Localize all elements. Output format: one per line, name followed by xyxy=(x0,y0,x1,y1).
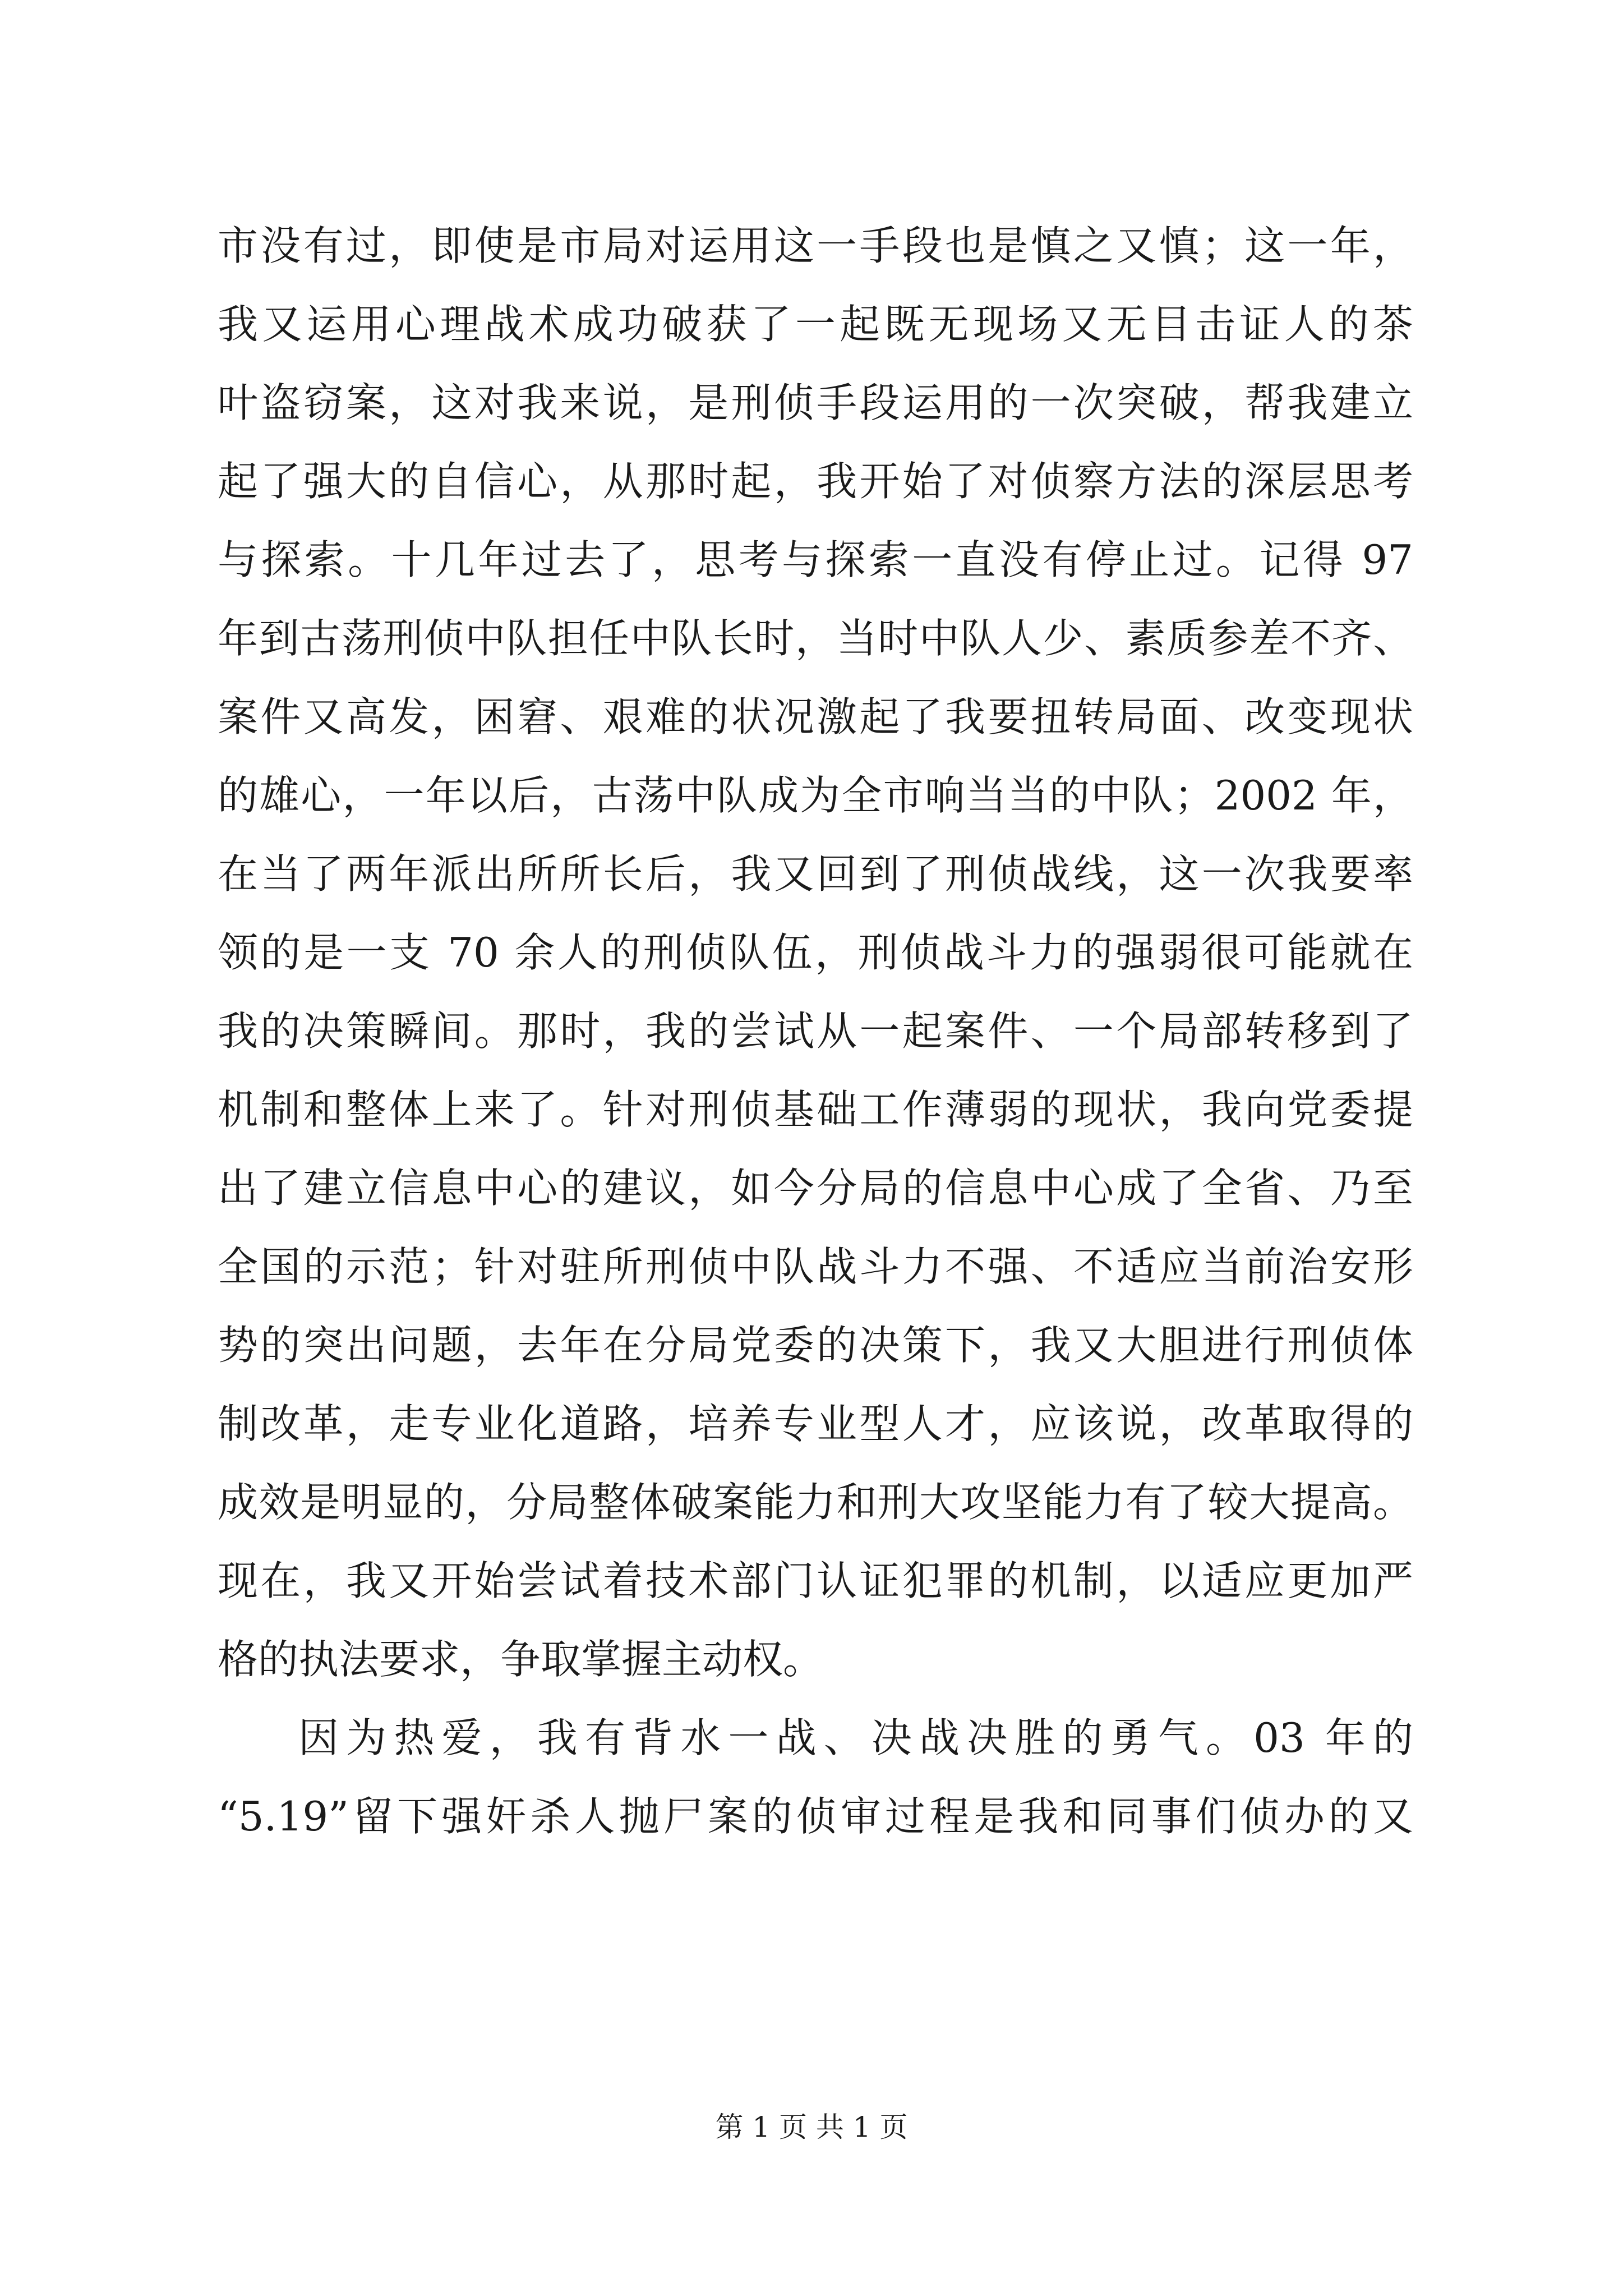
text-line: 我的决策瞬间。那时，我的尝试从一起案件、一个局部转移到了 xyxy=(218,1007,1413,1055)
page-number: 第 1 页 共 1 页 xyxy=(715,2111,908,2143)
text-line: 与探索。十几年过去了，思考与探索一直没有停止过。记得 97 xyxy=(218,536,1413,583)
text-line: 成效是明显的，分局整体破案能力和刑大攻坚能力有了较大提高。 xyxy=(218,1479,1413,1526)
text-line: 起了强大的自信心，从那时起，我开始了对侦察方法的深层思考 xyxy=(218,458,1413,505)
text-line: 机制和整体上来了。针对刑侦基础工作薄弱的现状，我向党委提 xyxy=(218,1086,1413,1133)
text-line: 势的突出问题，去年在分局党委的决策下，我又大胆进行刑侦体 xyxy=(218,1322,1413,1369)
paragraph-end-line: 格的执法要求，争取掌握主动权。 xyxy=(218,1636,824,1683)
text-line: 的雄心，一年以后，古荡中队成为全市响当当的中队；2002 年， xyxy=(218,772,1413,819)
text-line: 制改革，走专业化道路，培养专业型人才，应该说，改革取得的 xyxy=(218,1400,1413,1447)
text-line: 市没有过，即使是市局对运用这一手段也是慎之又慎；这一年， xyxy=(218,222,1413,269)
text-line: 我又运用心理战术成功破获了一起既无现场又无目击证人的茶 xyxy=(218,301,1413,348)
text-line: 现在，我又开始尝试着技术部门认证犯罪的机制，以适应更加严 xyxy=(218,1557,1413,1604)
text-line: 出了建立信息中心的建议，如今分局的信息中心成了全省、乃至 xyxy=(218,1165,1413,1212)
body-text xyxy=(218,206,1413,1856)
text-line: 叶盗窃案，这对我来说，是刑侦手段运用的一次突破，帮我建立 xyxy=(218,379,1413,426)
page-footer xyxy=(0,2110,1623,2144)
text-line: 年到古荡刑侦中队担任中队长时，当时中队人少、素质参差不齐、 xyxy=(218,615,1413,662)
text-line: 在当了两年派出所所长后，我又回到了刑侦战线，这一次我要率 xyxy=(218,850,1413,898)
text-line: 全国的示范；针对驻所刑侦中队战斗力不强、不适应当前治安形 xyxy=(218,1243,1413,1290)
text-line: 领的是一支 70 余人的刑侦队伍，刑侦战斗力的强弱很可能就在 xyxy=(218,929,1413,976)
paragraph-start-line: 因为热爱，我有背水一战、决战决胜的勇气。03 年的 xyxy=(298,1714,1413,1761)
text-line: “5.19”留下强奸杀人抛尸案的侦审过程是我和同事们侦办的又 xyxy=(218,1793,1413,1840)
text-line: 案件又高发，困窘、艰难的状况激起了我要扭转局面、改变现状 xyxy=(218,693,1413,740)
